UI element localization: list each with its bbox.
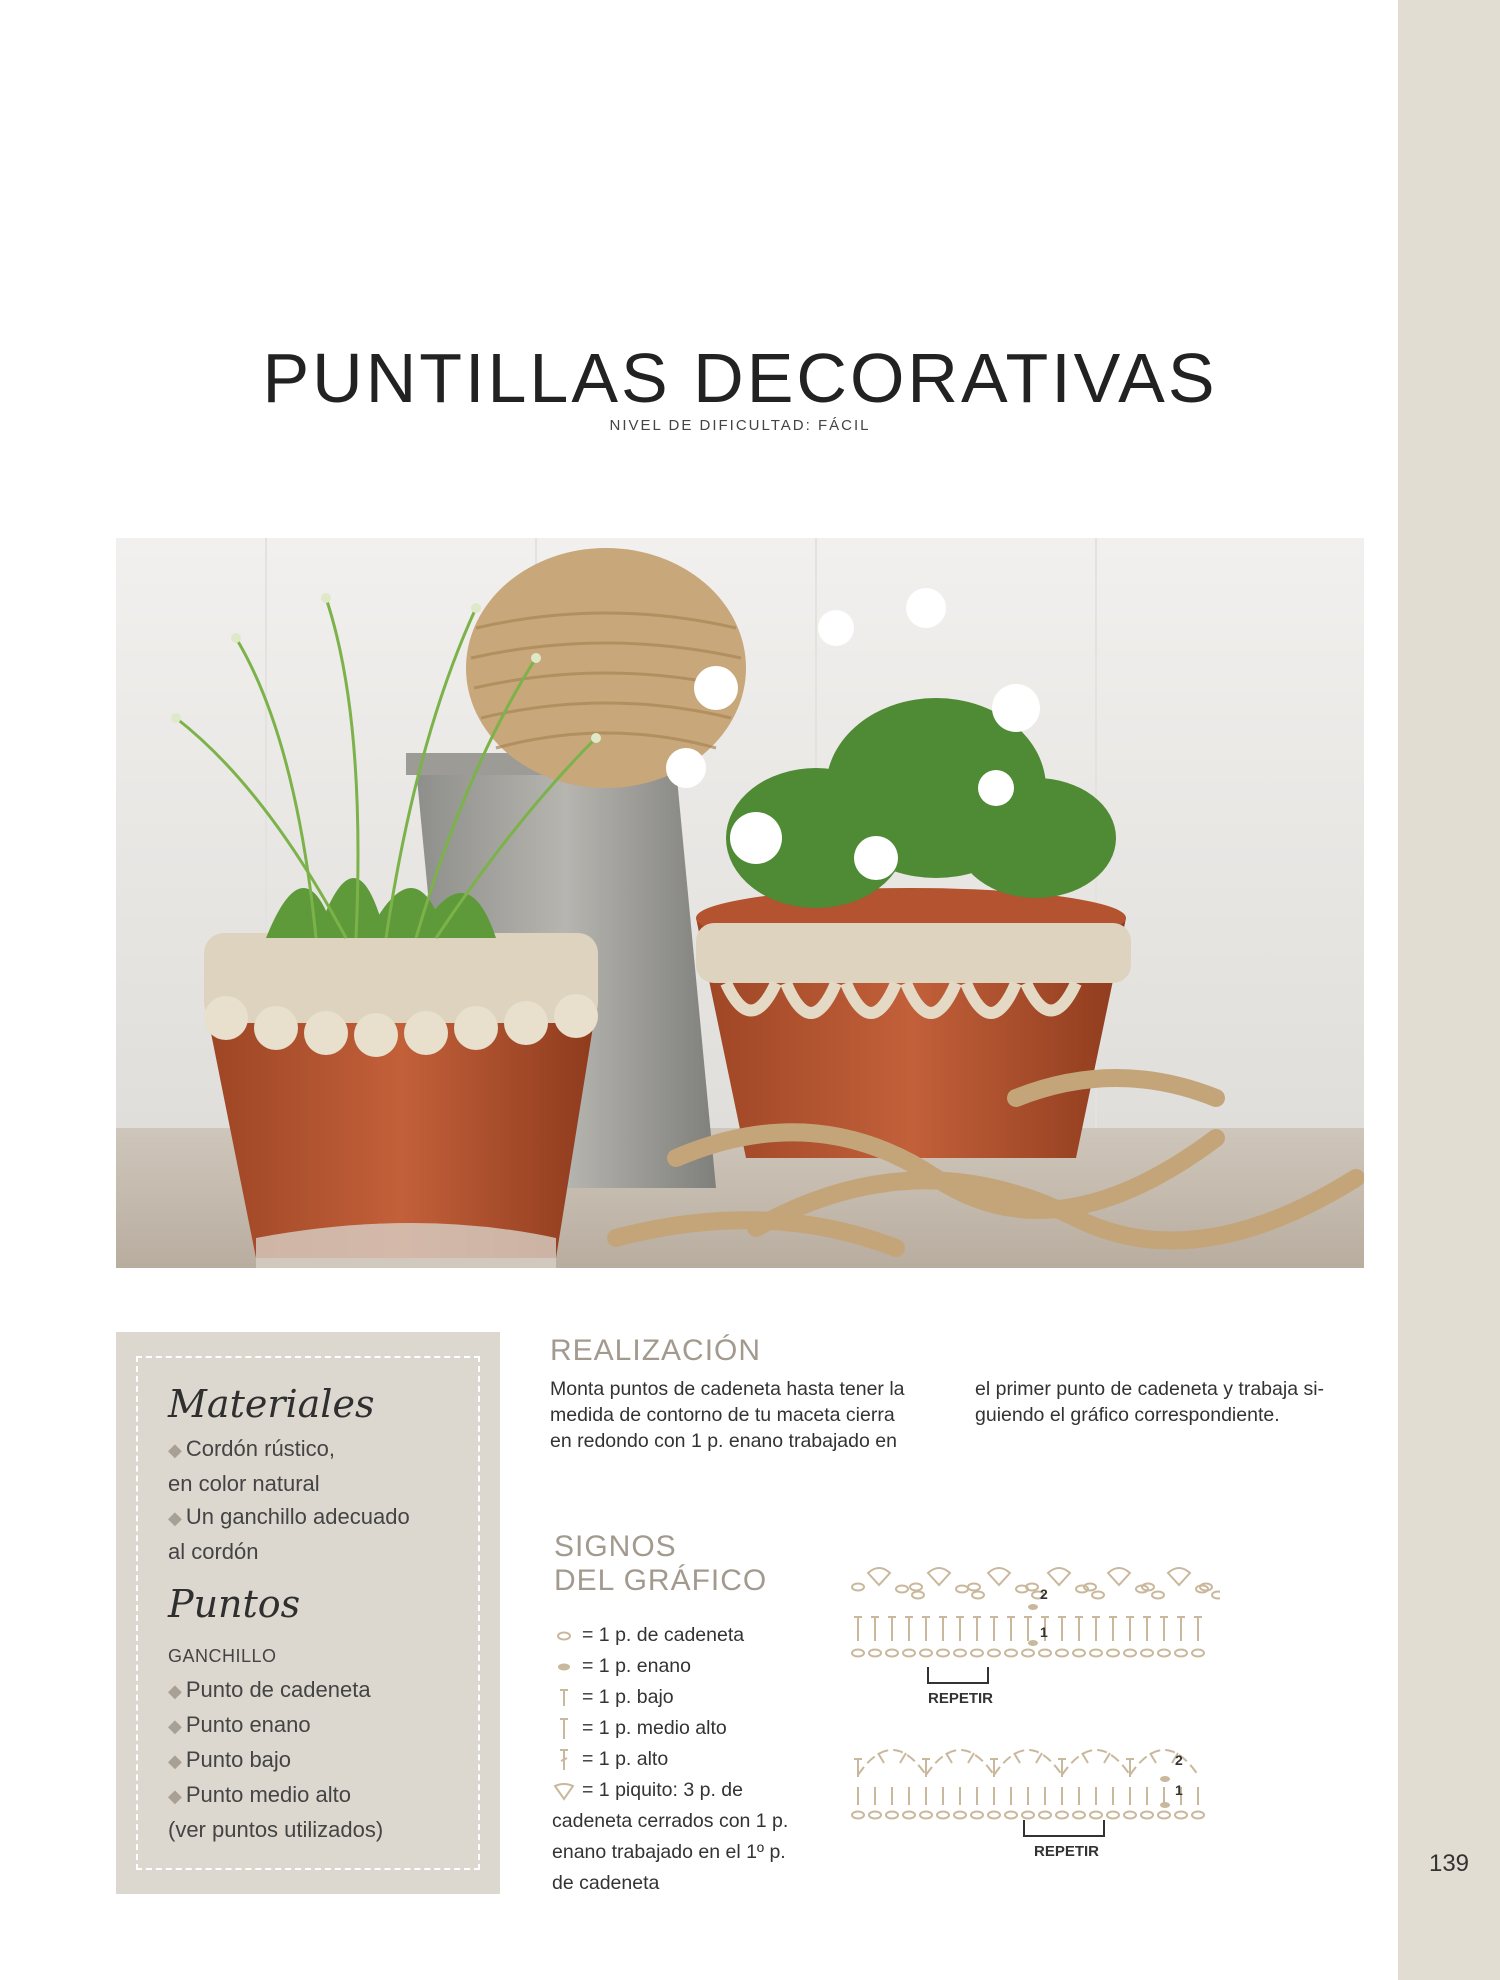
diamond-bullet-icon: ◆ [168, 1716, 182, 1736]
page-number: 139 [1428, 1850, 1470, 1877]
chain-stitch-mark [1005, 1650, 1017, 1657]
chain-stitch-mark [869, 1812, 881, 1819]
stitch-diagram-1 [850, 1555, 1220, 1665]
single-crochet-mark [1104, 1753, 1110, 1763]
stitch-category: GANCHILLO [168, 1646, 277, 1666]
double-crochet-icon [552, 1748, 576, 1772]
diamond-bullet-icon: ◆ [168, 1508, 182, 1528]
chain-stitch-mark [1107, 1812, 1119, 1819]
chain-stitch-mark [971, 1650, 983, 1657]
chain-stitch-mark [1005, 1812, 1017, 1819]
chain-stitch-mark [896, 1586, 908, 1593]
single-crochet-mark [1082, 1753, 1088, 1763]
diagram-2-row-label-2: 2 [1175, 1752, 1183, 1768]
picot-mark [1168, 1568, 1190, 1585]
diagram-1-repeat-label: REPETIR [928, 1690, 994, 1707]
single-crochet-mark [900, 1753, 906, 1763]
chain-stitch-mark [988, 1650, 1000, 1657]
legend-item: = 1 p. alto [552, 1744, 812, 1775]
chain-stitch-mark [1107, 1650, 1119, 1657]
puntos-heading: Puntos [168, 1582, 301, 1626]
legend-item: = 1 piquito: 3 p. de [552, 1775, 812, 1806]
chain-stitch-mark [937, 1812, 949, 1819]
chain-stitch-mark [912, 1592, 924, 1599]
picot-mark [988, 1568, 1010, 1585]
diamond-bullet-icon: ◆ [168, 1751, 182, 1771]
list-item: ◆ Punto de cadeneta [168, 1677, 371, 1702]
slip-stitch-mark [1028, 1604, 1038, 1610]
list-item: ◆ Punto medio alto [168, 1782, 351, 1807]
picot-mark [928, 1568, 950, 1585]
picot-mark [1048, 1568, 1070, 1585]
chain-stitch-mark [1073, 1650, 1085, 1657]
signos-heading: SIGNOS DEL GRÁFICO [554, 1530, 768, 1597]
materials-heading: Materiales [168, 1382, 375, 1426]
diagram-1-row-label-2: 2 [1040, 1586, 1048, 1602]
single-crochet-mark [946, 1753, 952, 1763]
chain-arch-mark [1130, 1750, 1198, 1775]
list-item: ◆ Punto enano [168, 1712, 311, 1737]
diagram-1-repeat-bracket [926, 1665, 990, 1687]
chain-stitch-mark [971, 1812, 983, 1819]
chain-stitch-mark [1141, 1650, 1153, 1657]
chain-stitch-mark [1022, 1650, 1034, 1657]
chain-stitch-mark [910, 1584, 922, 1591]
chain-stitch-mark [972, 1592, 984, 1599]
materials-list [168, 1432, 468, 1568]
chain-stitch-mark [1090, 1650, 1102, 1657]
diagram-1-row-label-1: 1 [1040, 1624, 1048, 1640]
chain-stitch-mark [852, 1584, 864, 1591]
picot-icon [552, 1779, 576, 1803]
chain-stitch-mark [903, 1650, 915, 1657]
single-crochet-mark [1014, 1753, 1020, 1763]
legend-item: = 1 p. medio alto [552, 1713, 812, 1744]
legend-item: = 1 p. de cadeneta [552, 1620, 812, 1651]
puntos-list [168, 1640, 468, 1846]
side-band [1398, 0, 1500, 1980]
chain-stitch-mark [886, 1650, 898, 1657]
chain-stitch-mark [1192, 1812, 1204, 1819]
single-crochet-mark [878, 1753, 884, 1763]
legend-item: = 1 p. bajo [552, 1682, 812, 1713]
stitch-diagram-2 [850, 1715, 1220, 1825]
chain-stitch-mark [1056, 1650, 1068, 1657]
picot-description: cadeneta cerrados con 1 p. enano trabajado en el 1º p. de cadeneta [552, 1810, 789, 1894]
chain-stitch-mark [1158, 1650, 1170, 1657]
difficulty-level: NIVEL DE DIFICULTAD: FÁCIL [609, 417, 871, 434]
chain-stitch-mark [1212, 1592, 1220, 1599]
slip-stitch-mark [1028, 1640, 1038, 1646]
diamond-bullet-icon: ◆ [168, 1681, 182, 1701]
chain-stitch-mark [852, 1812, 864, 1819]
chain-stitch-mark [1124, 1812, 1136, 1819]
diamond-bullet-icon: ◆ [168, 1786, 182, 1806]
chain-stitch-icon [552, 1624, 576, 1648]
chain-stitch-mark [1175, 1812, 1187, 1819]
chain-stitch-mark [920, 1650, 932, 1657]
single-crochet-icon [552, 1686, 576, 1710]
chain-stitch-mark [968, 1584, 980, 1591]
slip-stitch-mark [1160, 1776, 1170, 1782]
legend-item: = 1 p. enano [552, 1651, 812, 1682]
realizacion-column-1: Monta puntos de cadeneta hasta tener la medida de contorno de tu maceta cierra en redondo con 1 p. enano trabajado en [550, 1378, 905, 1452]
chain-stitch-mark [920, 1812, 932, 1819]
half-double-crochet-icon [552, 1717, 576, 1741]
chain-stitch-mark [988, 1812, 1000, 1819]
single-crochet-mark [968, 1753, 974, 1763]
diamond-bullet-icon: ◆ [168, 1440, 182, 1460]
list-item: ◆ Punto bajo [168, 1747, 292, 1772]
picot-mark [868, 1568, 890, 1585]
chain-stitch-mark [1124, 1650, 1136, 1657]
realizacion-column-2: el primer punto de cadeneta y trabaja si- guiendo el gráfico correspondiente. [975, 1378, 1325, 1426]
chain-stitch-mark [869, 1650, 881, 1657]
chain-stitch-mark [1192, 1650, 1204, 1657]
slip-stitch-mark [1160, 1802, 1170, 1808]
chain-stitch-mark [1141, 1812, 1153, 1819]
chain-stitch-mark [886, 1812, 898, 1819]
list-item: en color natural [168, 1471, 320, 1496]
chain-stitch-mark [1092, 1592, 1104, 1599]
diagram-2-repeat-bracket [1022, 1818, 1106, 1840]
puntos-note: (ver puntos utilizados) [168, 1817, 384, 1842]
chain-arch-mark [1062, 1750, 1130, 1775]
chain-stitch-mark [937, 1650, 949, 1657]
single-crochet-mark [1036, 1753, 1042, 1763]
chain-stitch-mark [954, 1812, 966, 1819]
chain-arch-mark [858, 1750, 926, 1775]
list-item: ◆ Un ganchillo adecuado [168, 1504, 410, 1529]
list-item: al cordón [168, 1539, 259, 1564]
chain-stitch-mark [1158, 1812, 1170, 1819]
list-item: ◆ Cordón rústico, [168, 1436, 336, 1461]
chain-stitch-mark [1175, 1650, 1187, 1657]
chain-arch-mark [994, 1750, 1062, 1775]
materials-box [116, 1332, 500, 1894]
page-title: PUNTILLAS DECORATIVAS [262, 339, 1218, 417]
chain-stitch-mark [852, 1650, 864, 1657]
diagram-2-row-label-1: 1 [1175, 1782, 1183, 1798]
chain-stitch-mark [956, 1586, 968, 1593]
chain-stitch-mark [903, 1812, 915, 1819]
hero-photo [116, 538, 1364, 1268]
single-crochet-mark [1150, 1753, 1156, 1763]
chain-arch-mark [926, 1750, 994, 1775]
stitch-legend [552, 1620, 812, 1899]
slip-stitch-icon [552, 1655, 576, 1679]
picot-mark [1108, 1568, 1130, 1585]
chain-stitch-mark [1039, 1650, 1051, 1657]
diagram-2-repeat-label: REPETIR [1034, 1843, 1100, 1860]
realizacion-heading: REALIZACIÓN [550, 1334, 762, 1367]
chain-stitch-mark [1152, 1592, 1164, 1599]
chain-stitch-mark [954, 1650, 966, 1657]
